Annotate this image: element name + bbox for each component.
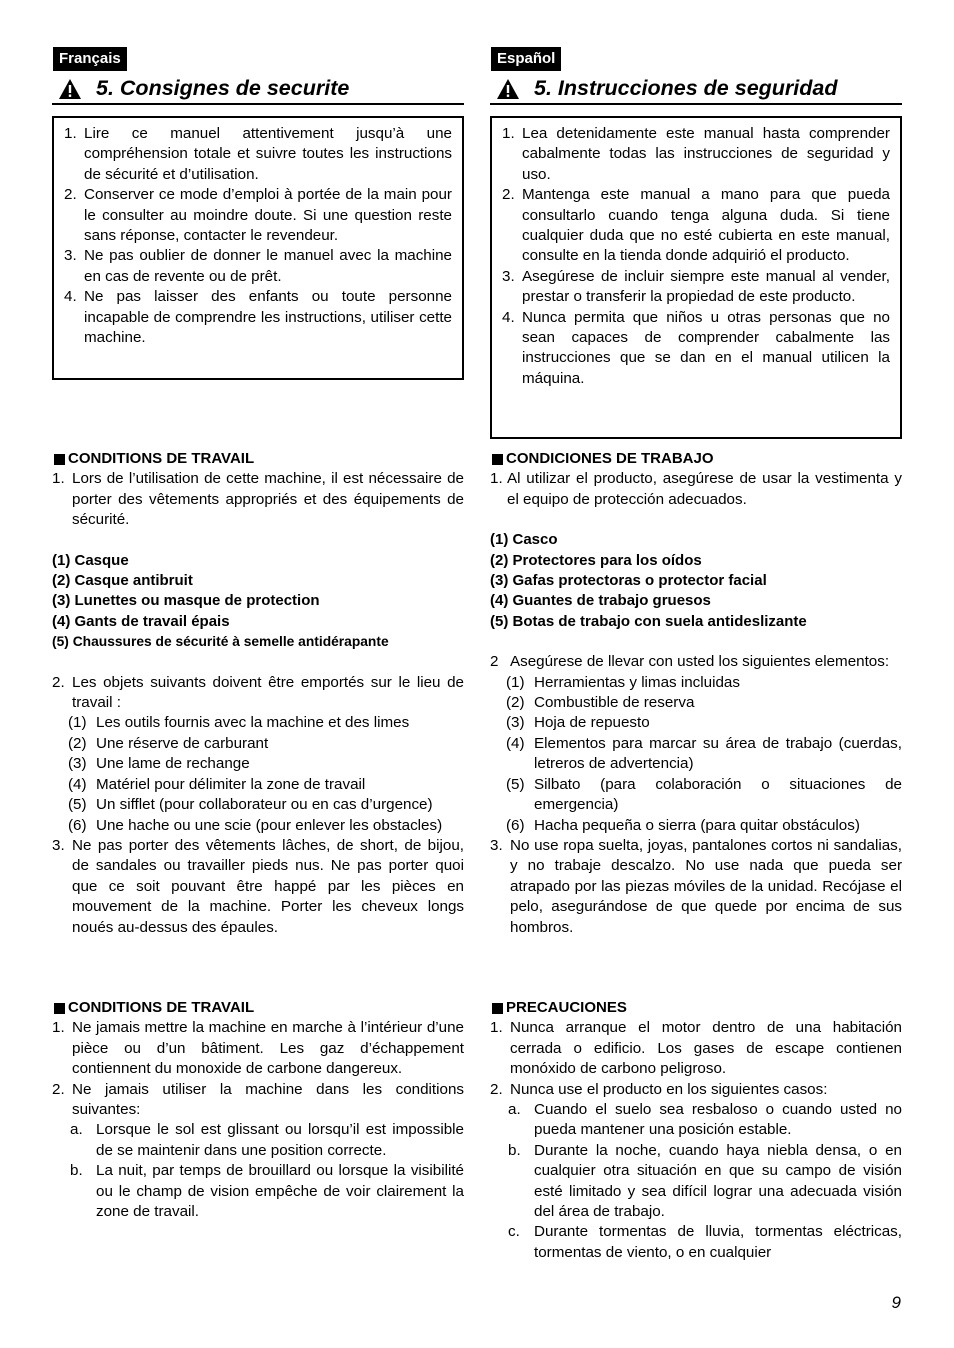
- carry-item: (4) Elementos para marcar su área de trabajo (cuerdas, letreros de advertencia): [506, 734, 902, 773]
- carry-item: (2) Une réserve de carburant: [68, 734, 269, 752]
- carry-item: (5) Silbato (para colaboración o situaciones de emergencia): [506, 775, 902, 814]
- intro-item: 2. Mantenga este manual a mano para que pueda consultarlo cuando tenga alguna duda. Si tiene cualquier duda que no esté cubierta en este manual, consulte en la tienda donde adquirió el producto.: [502, 186, 890, 265]
- intro-item: 1. Lire ce manuel attentivement jusqu’à une compréhension totale et suivre toutes les instructions de sécurité et d’utilisation.: [64, 125, 452, 183]
- carry-item: (6) Hacha pequeña o sierra (para quitar obstáculos): [506, 816, 860, 834]
- equipment-item: (3) Lunettes ou masque de protection: [52, 592, 320, 610]
- square-bullet-icon: [54, 454, 65, 465]
- list-item: 1. Lors de l’utilisation de cette machine, il est nécessaire de porter des vêtements appropriés et des équipements de sécurité.: [52, 470, 464, 529]
- page-number: 9: [891, 1293, 901, 1312]
- case-item: b. La nuit, par temps de brouillard ou lorsque la visibilité ou le champ de vision empêche de voir clairement la zone de travail.: [70, 1162, 464, 1221]
- equipment-item: (4) Gants de travail épais: [52, 612, 230, 630]
- equipment-item: (1) Casque: [52, 551, 129, 569]
- warning-icon: [496, 78, 520, 100]
- intro-box: [490, 116, 902, 439]
- carry-list: [490, 673, 902, 836]
- work-conditions-section-2: [52, 998, 464, 1222]
- precautions-section: [490, 998, 902, 1263]
- work-conditions-section: [490, 449, 902, 938]
- case-list: [490, 1100, 902, 1263]
- section-heading-french: [52, 73, 464, 105]
- intro-box: [52, 116, 464, 380]
- case-item: b. Durante la noche, cuando haya niebla densa, o en cualquier otra situación en que su campo de visión esté limitado y sea difícil lograr una adecuada visión del área de trabajo.: [508, 1141, 902, 1221]
- case-item: a. Cuando el suelo sea resbaloso o cuando usted no pueda mantener una posición estable.: [508, 1101, 902, 1139]
- carry-item: (6) Une hache ou une scie (pour enlever les obstacles): [68, 816, 443, 834]
- equipment-item: (5) Botas de trabajo con suela antideslizante: [490, 612, 807, 630]
- list-item: 1. Nunca arranque el motor dentro de una habitación cerrada o edificio. Los gases de escape contienen monóxido de carbono peligroso.: [490, 1019, 902, 1078]
- intro-item: 2. Conserver ce mode d’emploi à portée de la main pour le consulter au moindre doute. Si une question reste sans réponse, contacter le revendeur.: [64, 186, 452, 245]
- warning-icon: [58, 78, 82, 100]
- square-bullet-icon: [492, 1003, 503, 1014]
- list-item: 2 Asegúrese de llevar con usted los siguientes elementos:: [490, 653, 890, 671]
- subsection-title: PRECAUCIONES: [490, 998, 902, 1018]
- intro-item: 4. Nunca permita que niños u otras personas que no sean capaces de comprender cabalmente las instrucciones que se dan en el manual utilicen la máquina.: [502, 308, 890, 387]
- carry-item: (5) Un sifflet (pour collaborateur ou en cas d’urgence): [68, 796, 433, 814]
- section-heading-spanish: [490, 73, 902, 105]
- equipment-item: (4) Guantes de trabajo gruesos: [490, 592, 711, 610]
- language-tag-spanish: Español: [491, 47, 561, 71]
- square-bullet-icon: [492, 454, 503, 465]
- list-item: 3. Ne pas porter des vêtements lâches, de short, de bijou, de sandales ou travailler pieds nus. Ne pas porter quoi que ce soit pouvant être happé par les pièces en mouvement de la machine. Porter les cheveux longs noués au-dessus des épaules.: [52, 836, 464, 936]
- list-item: 2. Nunca use el producto en los siguientes casos:: [490, 1080, 828, 1098]
- work-conditions-section: [52, 449, 464, 938]
- carry-item: (3) Hoja de repuesto: [506, 714, 650, 732]
- equipment-item: (3) Gafas protectoras o protector facial: [490, 572, 767, 590]
- equipment-item: (1) Casco: [490, 531, 558, 549]
- carry-item: (1) Les outils fournis avec la machine et des limes: [68, 714, 410, 732]
- section-title: 5. Instrucciones de seguridad: [534, 76, 838, 100]
- equipment-item: (5) Chaussures de sécurité à semelle antidérapante: [52, 634, 389, 650]
- carry-item: (4) Matériel pour délimiter la zone de travail: [68, 775, 366, 793]
- subsection-title: CONDICIONES DE TRABAJO: [490, 449, 902, 469]
- equipment-list: [490, 530, 902, 632]
- list-item: 1. Ne jamais mettre la machine en marche à l’intérieur d’une pièce ou d’un bâtiment. Les gaz d’échappement contiennent du monoxide de carbone dangereux.: [52, 1019, 464, 1078]
- language-tag-french: Français: [53, 47, 127, 71]
- square-bullet-icon: [54, 1003, 65, 1014]
- section-title: 5. Consignes de securite: [96, 76, 350, 100]
- list-item: 2. Ne jamais utiliser la machine dans les conditions suivantes:: [52, 1080, 464, 1119]
- equipment-item: (2) Protectores para los oídos: [490, 551, 702, 569]
- intro-item: 3. Ne pas oublier de donner le manuel avec la machine en cas de revente ou de prêt.: [64, 247, 452, 285]
- carry-item: (1) Herramientas y limas incluidas: [506, 673, 740, 691]
- equipment-item: (2) Casque antibruit: [52, 572, 193, 590]
- subsection-title: CONDITIONS DE TRAVAIL: [52, 998, 464, 1018]
- case-item: a. Lorsque le sol est glissant ou lorsqu’il est impossible de se maintenir dans une position correcte.: [70, 1121, 464, 1159]
- list-item: 1. Al utilizar el producto, asegúrese de usar la vestimenta y el equipo de protección adecuados.: [490, 470, 902, 508]
- carry-item: (2) Combustible de reserva: [506, 694, 695, 712]
- subsection-title: CONDITIONS DE TRAVAIL: [52, 449, 464, 469]
- list-item: 2. Les objets suivants doivent être emportés sur le lieu de travail :: [52, 673, 464, 712]
- intro-item: 4. Ne pas laisser des enfants ou toute personne incapable de comprendre les instructions, utiliser cette machine.: [64, 288, 452, 347]
- carry-item: (3) Une lame de rechange: [68, 755, 250, 773]
- case-list: [52, 1120, 464, 1222]
- equipment-list: [52, 551, 464, 653]
- intro-item: 1. Lea detenidamente este manual hasta comprender cabalmente todas las instrucciones de seguridad y uso.: [502, 125, 890, 183]
- carry-list: [52, 713, 464, 835]
- intro-item: 3. Asegúrese de incluir siempre este manual al vender, prestar o transferir la propiedad de este producto.: [502, 267, 890, 306]
- list-item: 3. No use ropa suelta, joyas, pantalones cortos ni sandalias, y no trabaje descalzo. No use nada que pueda ser atrapado por las piezas móviles de la unidad. Recójase el pelo, asegurándose de que quede por encima de sus hombros.: [490, 836, 902, 936]
- case-item: c. Durante tormentas de lluvia, tormentas eléctricas, tormentas de viento, o en cualquier: [508, 1223, 902, 1261]
